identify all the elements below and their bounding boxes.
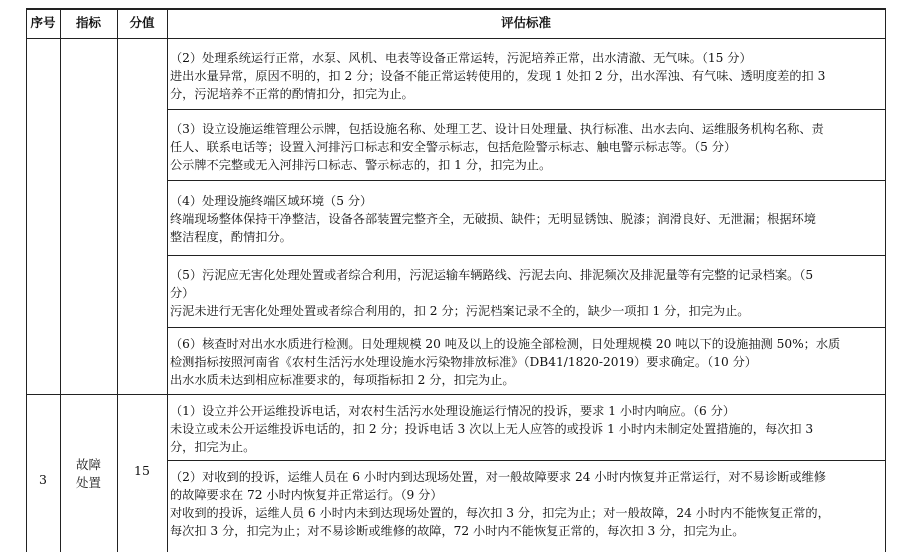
criteria-line: 未设立或未公开运维投诉电话的，扣 2 分；投诉电话 3 次以上无人应答的或投诉 1 小时内未制定处置措施的，每次扣 3 bbox=[170, 422, 814, 436]
criteria-line: 分） bbox=[170, 286, 195, 300]
criteria-line: 对收到的投诉，运维人员 6 小时内未到达现场处置的，每次扣 3 分，扣完为止；对一般故障，24 小时内不能恢复正常的， bbox=[170, 506, 830, 520]
criteria-line: 公示牌不完整或无入河排污口标志、警示标志的，扣 1 分，扣完为止。 bbox=[170, 158, 552, 172]
criteria-line: 进出水量异常，原因不明的，扣 2 分；设备不能正常运转使用的，发现 1 处扣 2 分，出水浑浊、有气味、透明度差的扣 3 bbox=[170, 69, 826, 83]
group-indicator-line1: 故障 bbox=[75, 457, 101, 472]
criteria-line: （4）处理设施终端区域环境（5 分） bbox=[170, 194, 373, 208]
criteria-line: 任人、联系电话等；设置入河排污口标志和安全警示标志，包括危险警示标志、触电警示标志等。（5 分） bbox=[170, 140, 737, 154]
header-col-score: 分值 bbox=[129, 15, 155, 30]
criteria-line: 污泥未进行无害化处理处置或者综合利用的，扣 2 分；污泥档案记录不全的，缺少一项扣 1 分，扣完为止。 bbox=[170, 304, 750, 318]
criteria-line: 分，污泥培养不正常的酌情扣分，扣完为止。 bbox=[170, 87, 414, 101]
criteria-line: （5）污泥应无害化处理处置或者综合利用，污泥运输车辆路线、污泥去向、排泥频次及排泥量等有完整的记录档案。（5 bbox=[170, 268, 814, 282]
criteria-line: （2）对收到的投诉，运维人员在 6 小时内到达现场处置，对一般故障要求 24 小时内恢复并正常运行，对不易诊断或维修 bbox=[170, 470, 826, 484]
criteria-line: （3）设立设施运维管理公示牌，包括设施名称、处理工艺、设计日处理量、执行标准、出水去向、运维服务机构名称、责 bbox=[170, 122, 824, 136]
criteria-line: 终端现场整体保持干净整洁，设备各部装置完整齐全，无破损、缺件；无明显锈蚀、脱漆；润滑良好、无泄漏；根据环境 bbox=[170, 212, 816, 226]
criteria-line: （1）设立并公开运维投诉电话，对农村生活污水处理设施运行情况的投诉，要求 1 小时内响应。（6 分） bbox=[170, 404, 736, 418]
col-divider bbox=[167, 8, 168, 552]
row-divider bbox=[167, 255, 886, 256]
table-right-border bbox=[885, 8, 886, 552]
criteria-line: 每次扣 3 分，扣完为止；对不易诊断或维修的故障，72 小时内不能恢复正常的，每次扣 3 分，扣完为止。 bbox=[170, 524, 745, 538]
criteria-line: 整洁程度，酌情扣分。 bbox=[170, 230, 292, 244]
group-score: 15 bbox=[134, 463, 150, 478]
criteria-line: 检测指标按照河南省《农村生活污水处理设施水污染物排放标准》（DB41/1820-2019）要求确定。（10 分） bbox=[170, 355, 757, 369]
criteria-line: 出水水质未达到相应标准要求的，每项指标扣 2 分，扣完为止。 bbox=[170, 373, 515, 387]
group-number: 3 bbox=[39, 472, 47, 487]
header-col-standard: 评估标准 bbox=[500, 15, 551, 30]
criteria-line: （6）核查时对出水水质进行检测。日处理规模 20 吨及以上的设施全部检测，日处理规模 20 吨以下的设施抽测 50%；水质 bbox=[170, 337, 841, 351]
criteria-line: 的故障要求在 72 小时内恢复并正常运行。（9 分） bbox=[170, 488, 443, 502]
group-divider bbox=[26, 394, 886, 395]
header-col-indicator: 指标 bbox=[75, 15, 101, 30]
row-divider bbox=[167, 460, 886, 461]
row-divider bbox=[167, 327, 886, 328]
row-divider bbox=[167, 109, 886, 110]
criteria-line: 分，扣完为止。 bbox=[170, 440, 256, 454]
header-bottom-border bbox=[26, 38, 886, 39]
table-left-border bbox=[26, 8, 27, 552]
row-divider bbox=[167, 180, 886, 181]
group-indicator-line2: 处置 bbox=[75, 475, 101, 490]
table-top-border bbox=[26, 8, 886, 10]
criteria-line: （2）处理系统运行正常，水泵、风机、电表等设备正常运转，污泥培养正常，出水清澈、无气味。（15 分） bbox=[170, 51, 752, 65]
header-col-no: 序号 bbox=[30, 15, 56, 30]
